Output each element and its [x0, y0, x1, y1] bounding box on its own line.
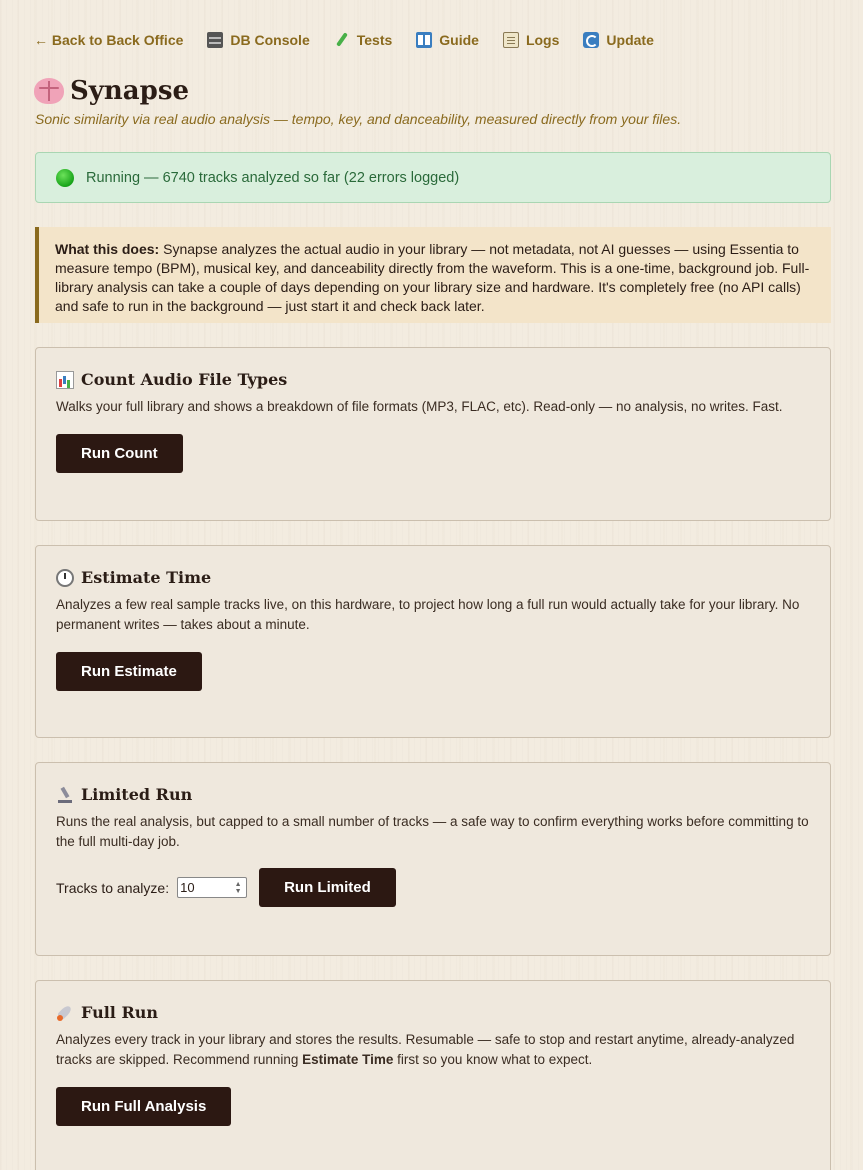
count-card-title [56, 370, 810, 389]
rocket-icon [56, 1004, 74, 1022]
run-estimate-button[interactable]: Run Estimate [56, 652, 202, 691]
count-card-description: Walks your full library and shows a breakdown of file formats (MP3, FLAC, etc). Read-only — no analysis, no writes. Fast. [56, 399, 783, 414]
estimate-card-title [56, 568, 810, 587]
guide-label: Guide [439, 32, 479, 48]
count-card-title-text: Count Audio File Types [81, 370, 288, 389]
microscope-icon [56, 786, 74, 804]
limited-run-card [35, 762, 831, 956]
update-label: Update [606, 32, 654, 48]
bar-chart-icon [56, 371, 74, 389]
limited-card-title-text: Limited Run [81, 785, 193, 804]
page-subtitle: Sonic similarity via real audio analysis — tempo, key, and danceability, measured directly from your files. [35, 111, 682, 127]
page-title [34, 76, 189, 106]
tracks-to-analyze-input[interactable] [177, 877, 247, 898]
logs-label: Logs [525, 32, 560, 48]
status-text: Running — 6740 tracks analyzed so far (22 errors logged) [86, 169, 460, 186]
logs-link[interactable] [503, 32, 559, 48]
chevron-up-icon[interactable]: ▲ [234, 880, 242, 888]
estimate-card-title-text: Estimate Time [81, 568, 212, 587]
refresh-icon [583, 32, 599, 48]
count-file-types-card [35, 347, 831, 521]
chevron-down-icon[interactable]: ▼ [234, 887, 242, 895]
page-title-text: Synapse [70, 76, 189, 106]
full-run-card [35, 980, 831, 1170]
file-cabinet-icon [207, 32, 223, 48]
estimate-card-description: Analyzes a few real sample tracks live, on this hardware, to project how long a full run would actually take for your library. No permanent writes — takes about a minute. [56, 597, 800, 632]
tests-link[interactable] [334, 32, 393, 48]
update-link[interactable] [583, 32, 653, 48]
db-console-link[interactable] [207, 32, 309, 48]
tests-label: Tests [356, 32, 393, 48]
top-nav [34, 32, 678, 48]
tracks-to-analyze-value: 10 [180, 880, 195, 895]
test-tube-icon [334, 32, 350, 48]
info-callout [35, 227, 831, 323]
number-stepper[interactable] [232, 879, 244, 896]
full-card-description [56, 1030, 810, 1070]
back-link-label: ← Back to Back Office [34, 32, 184, 48]
full-desc-part-a: Analyzes every track in your library and stores the results. Resumable — safe to stop and restart anytime, already-analyzed tracks are skipped. Recommend running [56, 1032, 795, 1067]
back-to-back-office-link[interactable] [34, 32, 183, 48]
limited-card-description: Runs the real analysis, but capped to a small number of tracks — a safe way to confirm everything works before committing to the full multi-day job. [56, 814, 809, 849]
notepad-icon [503, 32, 519, 48]
full-card-title-text: Full Run [81, 1003, 158, 1022]
green-status-dot-icon [56, 169, 74, 187]
info-lead: What this does: [55, 241, 160, 257]
full-card-title [56, 1003, 810, 1022]
stopwatch-icon [56, 569, 74, 587]
run-limited-button[interactable]: Run Limited [259, 868, 396, 907]
status-banner [35, 152, 831, 203]
open-book-icon [416, 32, 432, 48]
info-body: Synapse analyzes the actual audio in your library — not metadata, not AI guesses — using Essentia to measure tempo (BPM), musical key, and danceability directly from the waveform. This is a one-time, background job. Full-library analysis can take a couple of days depending on your library size and hardware. It's completely free (no API calls) and safe to run in the background — just start it and check back later. [55, 241, 810, 314]
run-count-button[interactable]: Run Count [56, 434, 183, 473]
guide-link[interactable] [416, 32, 479, 48]
tracks-to-analyze-label: Tracks to analyze: [56, 879, 170, 896]
full-desc-bold: Estimate Time [302, 1052, 394, 1067]
limited-card-title [56, 785, 810, 804]
run-full-analysis-button[interactable]: Run Full Analysis [56, 1087, 231, 1126]
db-console-label: DB Console [230, 32, 310, 48]
brain-icon [34, 78, 64, 104]
estimate-time-card [35, 545, 831, 738]
limited-run-controls [56, 868, 810, 907]
full-desc-part-b: first so you know what to expect. [393, 1052, 593, 1067]
